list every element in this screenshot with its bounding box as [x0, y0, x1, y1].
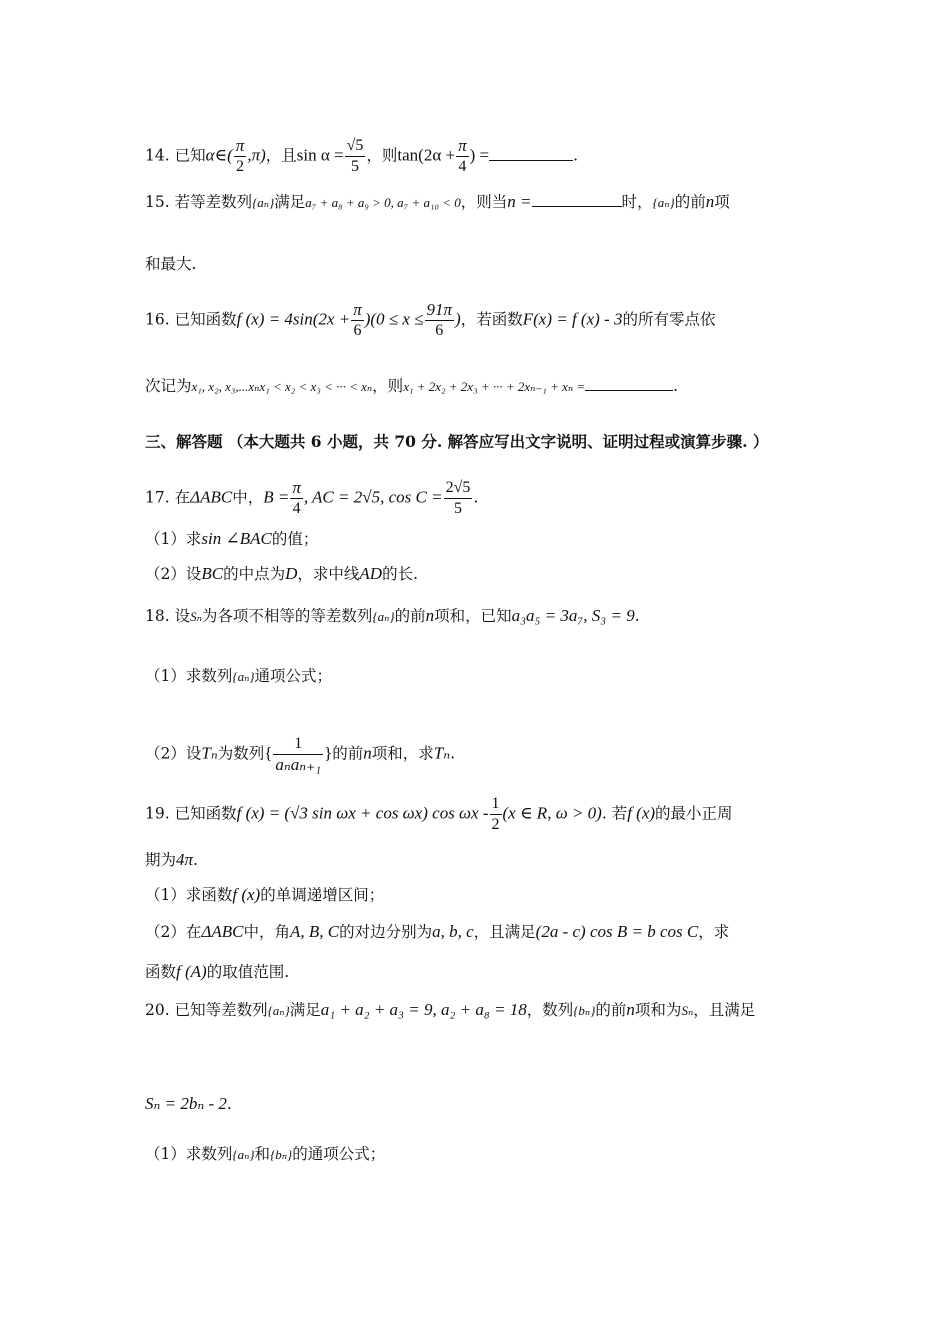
question-15: 15. 若等差数列{aₙ}满足a₇ + a₈ + a₉ > 0, a₇ + a₁₀ < 0，则当n = 时，{aₙ}的前n项: [145, 188, 830, 215]
fraction: $\frac{\pi}{6}$: [353, 300, 362, 339]
question-20-part-1: （1）求数列{aₙ}和{bₙ}的通项公式；: [145, 1145, 386, 1163]
section-heading: 三、解答题 （本大题共 6 小题，共 70 分. 解答应写出文字说明、证明过程或演算步骤. ）: [145, 432, 769, 451]
question-number: 15.: [145, 193, 170, 211]
question-number: 20.: [145, 1001, 170, 1019]
question-18-part-1: （1）求数列{aₙ}通项公式；: [145, 667, 333, 685]
fraction: $\frac{1}{2}$: [491, 795, 500, 833]
answer-blank[interactable]: [585, 372, 673, 391]
fraction: $\frac{√5}{5}$: [346, 137, 364, 175]
fraction: $\frac{2√5}{5}$: [445, 479, 471, 517]
question-number: 18.: [145, 607, 170, 625]
fraction: $\frac{91\pi}{6}$: [426, 300, 453, 339]
question-19-part-1: （1）求函数f (x)的单调递增区间；: [145, 885, 385, 904]
question-20: 20. 已知等差数列{aₙ}满足a₁ + a₂ + a₃ = 9, a₂ + a₈ = 18，数列{bₙ}的前n项和为Sₙ，且满足: [145, 1000, 756, 1019]
question-14: 14. 已知α∈( $\frac{\pi}{2}$ ,π)，且sin α = $\frac{√5}{5}$ ，则tan(2α + $\frac{\pi}{4}$ ) = .: [145, 136, 579, 175]
question-16: 16. 已知函数f (x) = 4sin(2x + $\frac{\pi}{6}$ )(0 ≤ x ≤ $\frac{91\pi}{6}$ )，若函数F(x) = f (x) - 3的所有零点依: [145, 300, 716, 339]
question-17-part-2: （2）设BC的中点为D，求中线AD的长.: [145, 564, 419, 583]
fraction: $\frac{\pi}{2}$: [235, 136, 245, 175]
question-number: 19.: [145, 804, 170, 823]
fraction: $\frac{1}{\text{aₙaₙ₊₁}}$: [275, 735, 322, 774]
question-17: 17. 在ΔABC中，B = $\frac{\pi}{4}$ , AC = 2√5, cos C = $\frac{2√5}{5}$ .: [145, 478, 479, 517]
question-number: 14.: [145, 146, 170, 165]
question-20-continuation: Sₙ = 2bₙ - 2.: [145, 1094, 232, 1113]
answer-blank[interactable]: [532, 188, 622, 207]
question-19-part-2-continuation: 函数f (A)的取值范围.: [145, 962, 290, 981]
question-number: 16.: [145, 310, 170, 329]
question-number: 17.: [145, 488, 170, 507]
question-19: 19. 已知函数f (x) = (√3 sin ωx + cos ωx) cos ωx - $\frac{1}{2}$ (x ∈ R, ω > 0). 若f (x)的最小正周: [145, 795, 733, 833]
answer-blank[interactable]: [489, 142, 573, 161]
question-18-part-2: （2）设Tₙ为数列{ $\frac{1}{\text{aₙaₙ₊₁}}$ }的前n项和，求Tₙ.: [145, 735, 456, 774]
question-17-part-1: （1）求sin ∠BAC的值；: [145, 529, 319, 548]
fraction: $\frac{\pi}{4}$: [458, 136, 467, 175]
question-15-continuation: 和最大.: [145, 255, 197, 273]
question-19-continuation: 期为4π.: [145, 850, 198, 869]
question-16-continuation: 次记为x₁, x₂, x₃,...xₙx₁ < x₂ < x₃ < ··· < xₙ，则x₁ + 2x₂ + 2x₃ + ··· + 2xₙ₋₁ + xₙ = .: [145, 372, 830, 399]
question-18: 18. 设Sₙ为各项不相等的等差数列{aₙ}的前n项和，已知a₃a₅ = 3a₇, S₃ = 9.: [145, 606, 640, 625]
fraction: $\frac{\pi}{4}$: [292, 478, 301, 517]
question-19-part-2: （2）在ΔABC中，角A, B, C的对边分别为a, b, c，且满足(2a - c) cos B = b cos C，求: [145, 922, 730, 941]
